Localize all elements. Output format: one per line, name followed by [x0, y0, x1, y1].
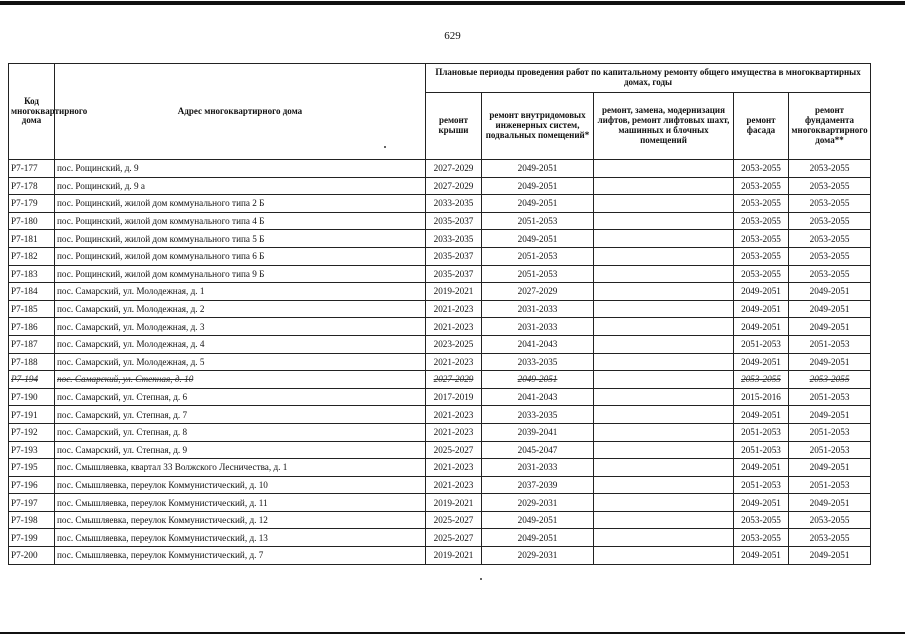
cell-roof: 2027-2029 — [426, 371, 482, 389]
cell-facade: 2053-2055 — [734, 529, 789, 547]
cell-foundation: 2053-2055 — [789, 195, 871, 213]
cell-address: пос. Самарский, ул. Молодежная, д. 5 — [55, 353, 426, 371]
cell-foundation: 2049-2051 — [789, 494, 871, 512]
bottom-rule — [0, 632, 905, 634]
cell-code: Р7-182 — [9, 247, 55, 265]
header-systems: ремонт внутридомовых инженерных систем, подвальных помещений* — [482, 93, 594, 160]
cell-roof: 2027-2029 — [426, 177, 482, 195]
cell-code: Р7-198 — [9, 511, 55, 529]
cell-foundation: 2053-2055 — [789, 371, 871, 389]
table-row — [9, 441, 871, 459]
cell-roof: 2035-2037 — [426, 247, 482, 265]
cell-address: пос. Рощинский, д. 9 — [55, 160, 426, 178]
cell-foundation: 2049-2051 — [789, 406, 871, 424]
cell-systems: 2051-2053 — [482, 265, 594, 283]
cell-foundation: 2053-2055 — [789, 177, 871, 195]
cell-address: пос. Самарский, ул. Степная, д. 10 — [55, 371, 426, 389]
cell-facade: 2053-2055 — [734, 371, 789, 389]
cell-foundation: 2051-2053 — [789, 388, 871, 406]
cell-address: пос. Самарский, ул. Степная, д. 7 — [55, 406, 426, 424]
cell-systems: 2033-2035 — [482, 406, 594, 424]
cell-roof: 2033-2035 — [426, 195, 482, 213]
cell-roof: 2019-2021 — [426, 283, 482, 301]
cell-foundation: 2051-2053 — [789, 335, 871, 353]
table-row — [9, 388, 871, 406]
cell-code: Р7-191 — [9, 406, 55, 424]
cell-systems: 2039-2041 — [482, 423, 594, 441]
cell-facade: 2053-2055 — [734, 230, 789, 248]
header-facade: ремонт фасада — [734, 93, 789, 160]
cell-roof: 2023-2025 — [426, 335, 482, 353]
cell-systems: 2033-2035 — [482, 353, 594, 371]
table-row — [9, 160, 871, 178]
cell-roof: 2021-2023 — [426, 459, 482, 477]
cell-systems: 2037-2039 — [482, 476, 594, 494]
cell-address: пос. Смышляевка, квартал 33 Волжского Лесничества, д. 1 — [55, 459, 426, 477]
cell-foundation: 2049-2051 — [789, 318, 871, 336]
cell-address: пос. Рощинский, жилой дом коммунального типа 2 Б — [55, 195, 426, 213]
page-number: 629 — [444, 30, 461, 42]
cell-code: Р7-197 — [9, 494, 55, 512]
cell-lifts — [594, 195, 734, 213]
cell-lifts — [594, 388, 734, 406]
cell-roof: 2025-2027 — [426, 441, 482, 459]
cell-address: пос. Самарский, ул. Степная, д. 9 — [55, 441, 426, 459]
cell-facade: 2049-2051 — [734, 318, 789, 336]
cell-systems: 2031-2033 — [482, 318, 594, 336]
cell-systems: 2029-2031 — [482, 494, 594, 512]
cell-code: Р7-194 — [9, 371, 55, 389]
cell-foundation: 2053-2055 — [789, 529, 871, 547]
cell-address: пос. Самарский, ул. Молодежная, д. 1 — [55, 283, 426, 301]
cell-address: пос. Рощинский, жилой дом коммунального типа 5 Б — [55, 230, 426, 248]
cell-facade: 2051-2053 — [734, 441, 789, 459]
table-body — [9, 160, 871, 565]
cell-lifts — [594, 406, 734, 424]
cell-lifts — [594, 265, 734, 283]
cell-address: пос. Смышляевка, переулок Коммунистический, д. 13 — [55, 529, 426, 547]
cell-code: Р7-193 — [9, 441, 55, 459]
cell-roof: 2021-2023 — [426, 318, 482, 336]
table-row — [9, 547, 871, 565]
cell-systems: 2031-2033 — [482, 300, 594, 318]
cell-code: Р7-185 — [9, 300, 55, 318]
cell-systems: 2049-2051 — [482, 195, 594, 213]
cell-roof: 2021-2023 — [426, 476, 482, 494]
cell-address: пос. Смышляевка, переулок Коммунистический, д. 11 — [55, 494, 426, 512]
header-roof: ремонт крыши — [426, 93, 482, 160]
cell-roof: 2021-2023 — [426, 423, 482, 441]
cell-facade: 2049-2051 — [734, 547, 789, 565]
cell-code: Р7-177 — [9, 160, 55, 178]
cell-roof: 2025-2027 — [426, 529, 482, 547]
cell-facade: 2015-2016 — [734, 388, 789, 406]
cell-systems: 2051-2053 — [482, 247, 594, 265]
cell-code: Р7-188 — [9, 353, 55, 371]
cell-roof: 2027-2029 — [426, 160, 482, 178]
cell-facade: 2049-2051 — [734, 283, 789, 301]
cell-systems: 2049-2051 — [482, 529, 594, 547]
cell-facade: 2049-2051 — [734, 406, 789, 424]
cell-foundation: 2049-2051 — [789, 459, 871, 477]
cell-address: пос. Самарский, ул. Степная, д. 6 — [55, 388, 426, 406]
cell-lifts — [594, 335, 734, 353]
cell-facade: 2049-2051 — [734, 300, 789, 318]
cell-systems: 2051-2053 — [482, 212, 594, 230]
cell-facade: 2051-2053 — [734, 423, 789, 441]
cell-facade: 2053-2055 — [734, 511, 789, 529]
cell-systems: 2045-2047 — [482, 441, 594, 459]
table-row — [9, 353, 871, 371]
cell-systems: 2027-2029 — [482, 283, 594, 301]
cell-lifts — [594, 494, 734, 512]
cell-foundation: 2051-2053 — [789, 441, 871, 459]
cell-lifts — [594, 230, 734, 248]
cell-lifts — [594, 300, 734, 318]
cell-facade: 2053-2055 — [734, 177, 789, 195]
cell-facade: 2051-2053 — [734, 335, 789, 353]
cell-facade: 2053-2055 — [734, 195, 789, 213]
cell-lifts — [594, 353, 734, 371]
cell-foundation: 2049-2051 — [789, 300, 871, 318]
cell-facade: 2049-2051 — [734, 494, 789, 512]
cell-foundation: 2049-2051 — [789, 353, 871, 371]
cell-facade: 2049-2051 — [734, 459, 789, 477]
table-row — [9, 230, 871, 248]
cell-roof: 2021-2023 — [426, 353, 482, 371]
cell-lifts — [594, 476, 734, 494]
cell-facade: 2053-2055 — [734, 265, 789, 283]
header-address: Адрес многоквартирного дома — [55, 64, 426, 160]
table-row — [9, 283, 871, 301]
cell-address: пос. Рощинский, жилой дом коммунального типа 4 Б — [55, 212, 426, 230]
table-row — [9, 406, 871, 424]
cell-address: пос. Самарский, ул. Молодежная, д. 3 — [55, 318, 426, 336]
cell-foundation: 2053-2055 — [789, 265, 871, 283]
cell-code: Р7-200 — [9, 547, 55, 565]
cell-systems: 2049-2051 — [482, 511, 594, 529]
header-foundation: ремонт фундамента многоквартирного дома** — [789, 93, 871, 160]
top-rule — [0, 1, 905, 5]
table-row — [9, 300, 871, 318]
cell-lifts — [594, 529, 734, 547]
cell-lifts — [594, 318, 734, 336]
cell-code: Р7-180 — [9, 212, 55, 230]
scan-speck — [480, 578, 482, 580]
cell-lifts — [594, 177, 734, 195]
cell-code: Р7-195 — [9, 459, 55, 477]
table-row — [9, 494, 871, 512]
cell-facade: 2053-2055 — [734, 247, 789, 265]
cell-address: пос. Самарский, ул. Молодежная, д. 2 — [55, 300, 426, 318]
cell-foundation: 2053-2055 — [789, 212, 871, 230]
cell-code: Р7-178 — [9, 177, 55, 195]
cell-systems: 2049-2051 — [482, 371, 594, 389]
cell-systems: 2049-2051 — [482, 160, 594, 178]
table-row — [9, 529, 871, 547]
header-lifts: ремонт, замена, модернизация лифтов, ремонт лифтовых шахт, машинных и блочных помещений — [594, 93, 734, 160]
cell-lifts — [594, 247, 734, 265]
cell-roof: 2019-2021 — [426, 547, 482, 565]
cell-foundation: 2049-2051 — [789, 547, 871, 565]
cell-address: пос. Смышляевка, переулок Коммунистический, д. 10 — [55, 476, 426, 494]
cell-facade: 2051-2053 — [734, 476, 789, 494]
cell-code: Р7-184 — [9, 283, 55, 301]
cell-code: Р7-192 — [9, 423, 55, 441]
cell-roof: 2025-2027 — [426, 511, 482, 529]
cell-address: пос. Смышляевка, переулок Коммунистический, д. 12 — [55, 511, 426, 529]
cell-lifts — [594, 283, 734, 301]
table-row — [9, 247, 871, 265]
header-group: Плановые периоды проведения работ по капитальному ремонту общего имущества в многоквартирных домах, годы — [426, 64, 871, 93]
cell-lifts — [594, 423, 734, 441]
cell-facade: 2053-2055 — [734, 212, 789, 230]
cell-address: пос. Смышляевка, переулок Коммунистический, д. 7 — [55, 547, 426, 565]
cell-address: пос. Самарский, ул. Степная, д. 8 — [55, 423, 426, 441]
cell-code: Р7-186 — [9, 318, 55, 336]
table-row — [9, 195, 871, 213]
cell-foundation: 2053-2055 — [789, 230, 871, 248]
cell-roof: 2017-2019 — [426, 388, 482, 406]
cell-lifts — [594, 511, 734, 529]
cell-foundation: 2051-2053 — [789, 423, 871, 441]
cell-foundation: 2053-2055 — [789, 247, 871, 265]
cell-lifts — [594, 160, 734, 178]
cell-facade: 2053-2055 — [734, 160, 789, 178]
cell-foundation: 2053-2055 — [789, 511, 871, 529]
cell-systems: 2041-2043 — [482, 335, 594, 353]
cell-facade: 2049-2051 — [734, 353, 789, 371]
cell-code: Р7-183 — [9, 265, 55, 283]
cell-address: пос. Самарский, ул. Молодежная, д. 4 — [55, 335, 426, 353]
cell-systems: 2041-2043 — [482, 388, 594, 406]
cell-systems: 2031-2033 — [482, 459, 594, 477]
cell-systems: 2049-2051 — [482, 177, 594, 195]
cell-roof: 2035-2037 — [426, 265, 482, 283]
cell-lifts — [594, 459, 734, 477]
cell-systems: 2049-2051 — [482, 230, 594, 248]
cell-lifts — [594, 441, 734, 459]
cell-lifts — [594, 371, 734, 389]
table-row — [9, 459, 871, 477]
cell-code: Р7-196 — [9, 476, 55, 494]
cell-roof: 2021-2023 — [426, 300, 482, 318]
table-row — [9, 212, 871, 230]
cell-foundation: 2049-2051 — [789, 283, 871, 301]
table-row — [9, 476, 871, 494]
cell-address: пос. Рощинский, жилой дом коммунального типа 9 Б — [55, 265, 426, 283]
cell-code: Р7-181 — [9, 230, 55, 248]
cell-lifts — [594, 547, 734, 565]
header-code: Код многоквартирного дома — [9, 64, 55, 160]
table-row — [9, 318, 871, 336]
cell-systems: 2029-2031 — [482, 547, 594, 565]
cell-foundation: 2051-2053 — [789, 476, 871, 494]
cell-code: Р7-190 — [9, 388, 55, 406]
cell-code: Р7-179 — [9, 195, 55, 213]
cell-code: Р7-187 — [9, 335, 55, 353]
table-row — [9, 335, 871, 353]
cell-foundation: 2053-2055 — [789, 160, 871, 178]
table-row — [9, 265, 871, 283]
repair-schedule-table — [8, 63, 871, 565]
table-row — [9, 371, 871, 389]
cell-code: Р7-199 — [9, 529, 55, 547]
scan-speck — [384, 146, 386, 148]
cell-roof: 2033-2035 — [426, 230, 482, 248]
table-row — [9, 423, 871, 441]
cell-lifts — [594, 212, 734, 230]
cell-roof: 2035-2037 — [426, 212, 482, 230]
table-row — [9, 511, 871, 529]
cell-address: пос. Рощинский, д. 9 а — [55, 177, 426, 195]
cell-roof: 2021-2023 — [426, 406, 482, 424]
cell-roof: 2019-2021 — [426, 494, 482, 512]
table-row — [9, 177, 871, 195]
cell-address: пос. Рощинский, жилой дом коммунального типа 6 Б — [55, 247, 426, 265]
